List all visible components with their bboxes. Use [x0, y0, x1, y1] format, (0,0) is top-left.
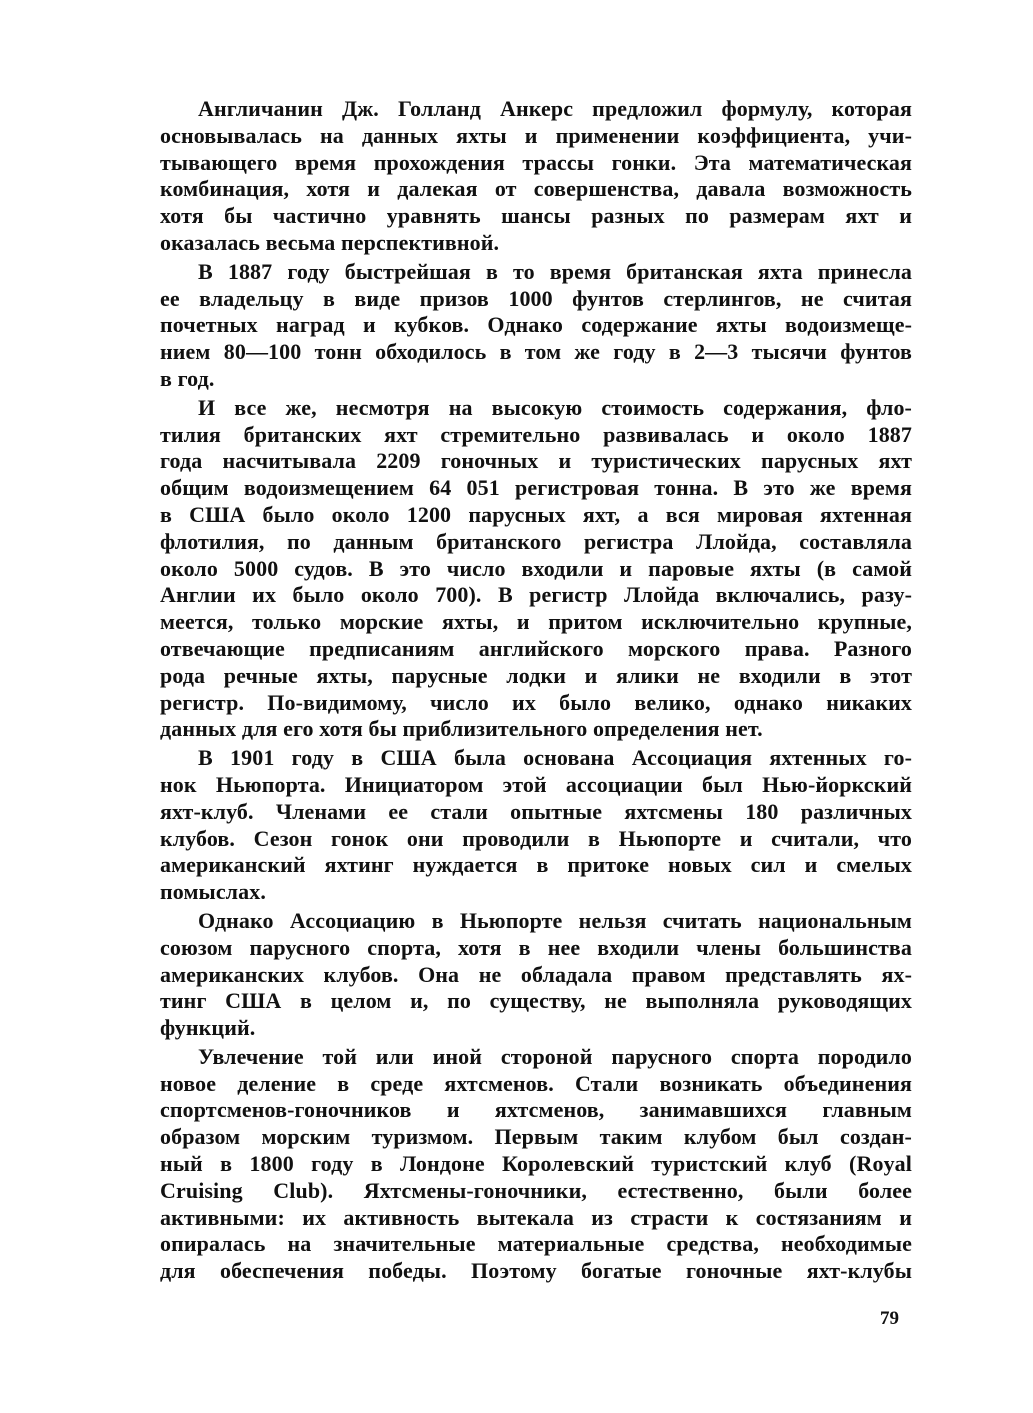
text-line: тилия британских яхт стремительно развивалась и около 1887 — [160, 421, 912, 447]
text-line: года насчитывала 2209 гоночных и туристических парусных яхт — [160, 448, 912, 474]
text-line: данных для его хотя бы приблизительного определения нет. — [160, 716, 763, 742]
text-line: флотилия, по данным британского регистра Ллойда, составляла — [160, 528, 912, 554]
text-line: спортсменов-гоночников и яхтсменов, занимавшихся главным — [160, 1097, 912, 1123]
text-line: оказалась весьма перспективной. — [160, 229, 500, 255]
paragraph-4 — [122, 745, 912, 906]
text-line: Увлечение той или иной стороной парусного спорта породило — [198, 1043, 912, 1069]
text-line: Cruising Club). Яхтсмены-гоночники, естественно, были более — [160, 1177, 912, 1203]
text-line: общим водоизмещением 64 051 регистровая тонна. В это же время — [160, 475, 912, 501]
text-line: хотя бы частично уравнять шансы разных по размерам яхт и — [160, 203, 912, 229]
text-line: почетных наград и кубков. Однако содержание яхты водоизмеще- — [160, 312, 912, 338]
text-line: яхт-клуб. Членами ее стали опытные яхтсмены 180 различных — [160, 798, 912, 824]
text-line: тывающего время прохождения трассы гонки. Эта математическая — [160, 149, 912, 175]
text-line: Однако Ассоциацию в Ньюпорте нельзя считать национальным — [198, 907, 912, 933]
text-line: функций. — [160, 1015, 256, 1041]
text-line: американский яхтинг нуждается в притоке новых сил и смелых — [160, 852, 912, 878]
text-line: нок Ньюпорта. Инициатором этой ассоциации был Нью-йоркский — [160, 771, 912, 797]
text-line: меется, только морские яхты, и притом исключительно крупные, — [160, 609, 912, 635]
text-line: отвечающие предписаниям английского морского права. Разного — [160, 635, 912, 661]
text-line: в США было около 1200 парусных яхт, а вся мировая яхтенная — [160, 501, 912, 527]
text-line: нием 80—100 тонн обходилось в том же году в 2—3 тысячи фунтов — [160, 339, 912, 365]
text-line: для обеспечения победы. Поэтому богатые гоночные яхт-клубы — [160, 1258, 912, 1284]
text-line: в год. — [160, 365, 215, 391]
text-line: активными: их активность вытекала из страсти к состязаниям и — [160, 1204, 912, 1230]
text-line: В 1887 году быстрейшая в то время британская яхта принесла — [198, 258, 912, 284]
paragraph-2 — [122, 259, 912, 393]
text-line: ный в 1800 году в Лондоне Королевский туристский клуб (Royal — [160, 1151, 912, 1177]
text-line: опиралась на значительные материальные средства, необходимые — [160, 1231, 912, 1257]
paragraph-6 — [122, 1044, 912, 1285]
text-line: помыслах. — [160, 879, 266, 905]
text-line: клубов. Сезон гонок они проводили в Ньюпорте и считали, что — [160, 825, 912, 851]
text-line: рода речные яхты, парусные лодки и ялики не входили в этот — [160, 662, 912, 688]
paragraph-3 — [122, 395, 912, 743]
text-line: основывалась на данных яхты и применении коэффициента, учи- — [160, 122, 912, 148]
text-line: американских клубов. Она не обладала правом представлять ях- — [160, 961, 912, 987]
text-line: И все же, несмотря на высокую стоимость содержания, фло- — [198, 394, 912, 420]
text-line: около 5000 судов. В это число входили и паровые яхты (в самой — [160, 555, 912, 581]
text-line: регистр. По-видимому, число их было велико, однако никаких — [160, 689, 912, 715]
text-line: комбинация, хотя и далекая от совершенства, давала возможность — [160, 176, 912, 202]
text-line: ее владельцу в виде призов 1000 фунтов стерлингов, не считая — [160, 285, 912, 311]
text-line: В 1901 году в США была основана Ассоциация яхтенных го- — [198, 745, 912, 771]
text-line: тинг США в целом и, по существу, не выполняла руководящих — [160, 988, 912, 1014]
page-body — [122, 96, 912, 1285]
text-line: новое деление в среде яхтсменов. Стали возникать объединения — [160, 1070, 912, 1096]
page-number: 79 — [880, 1308, 899, 1329]
text-line: Англии их было около 700). В регистр Ллойда включались, разу- — [160, 582, 912, 608]
text-line: образом морским туризмом. Первым таким клубом был создан- — [160, 1124, 912, 1150]
paragraph-5 — [122, 908, 912, 1042]
text-line: союзом парусного спорта, хотя в нее входили члены большинства — [160, 934, 912, 960]
text-line: Англичанин Дж. Голланд Анкерс предложил формулу, которая — [198, 96, 912, 121]
paragraph-1 — [122, 96, 912, 257]
